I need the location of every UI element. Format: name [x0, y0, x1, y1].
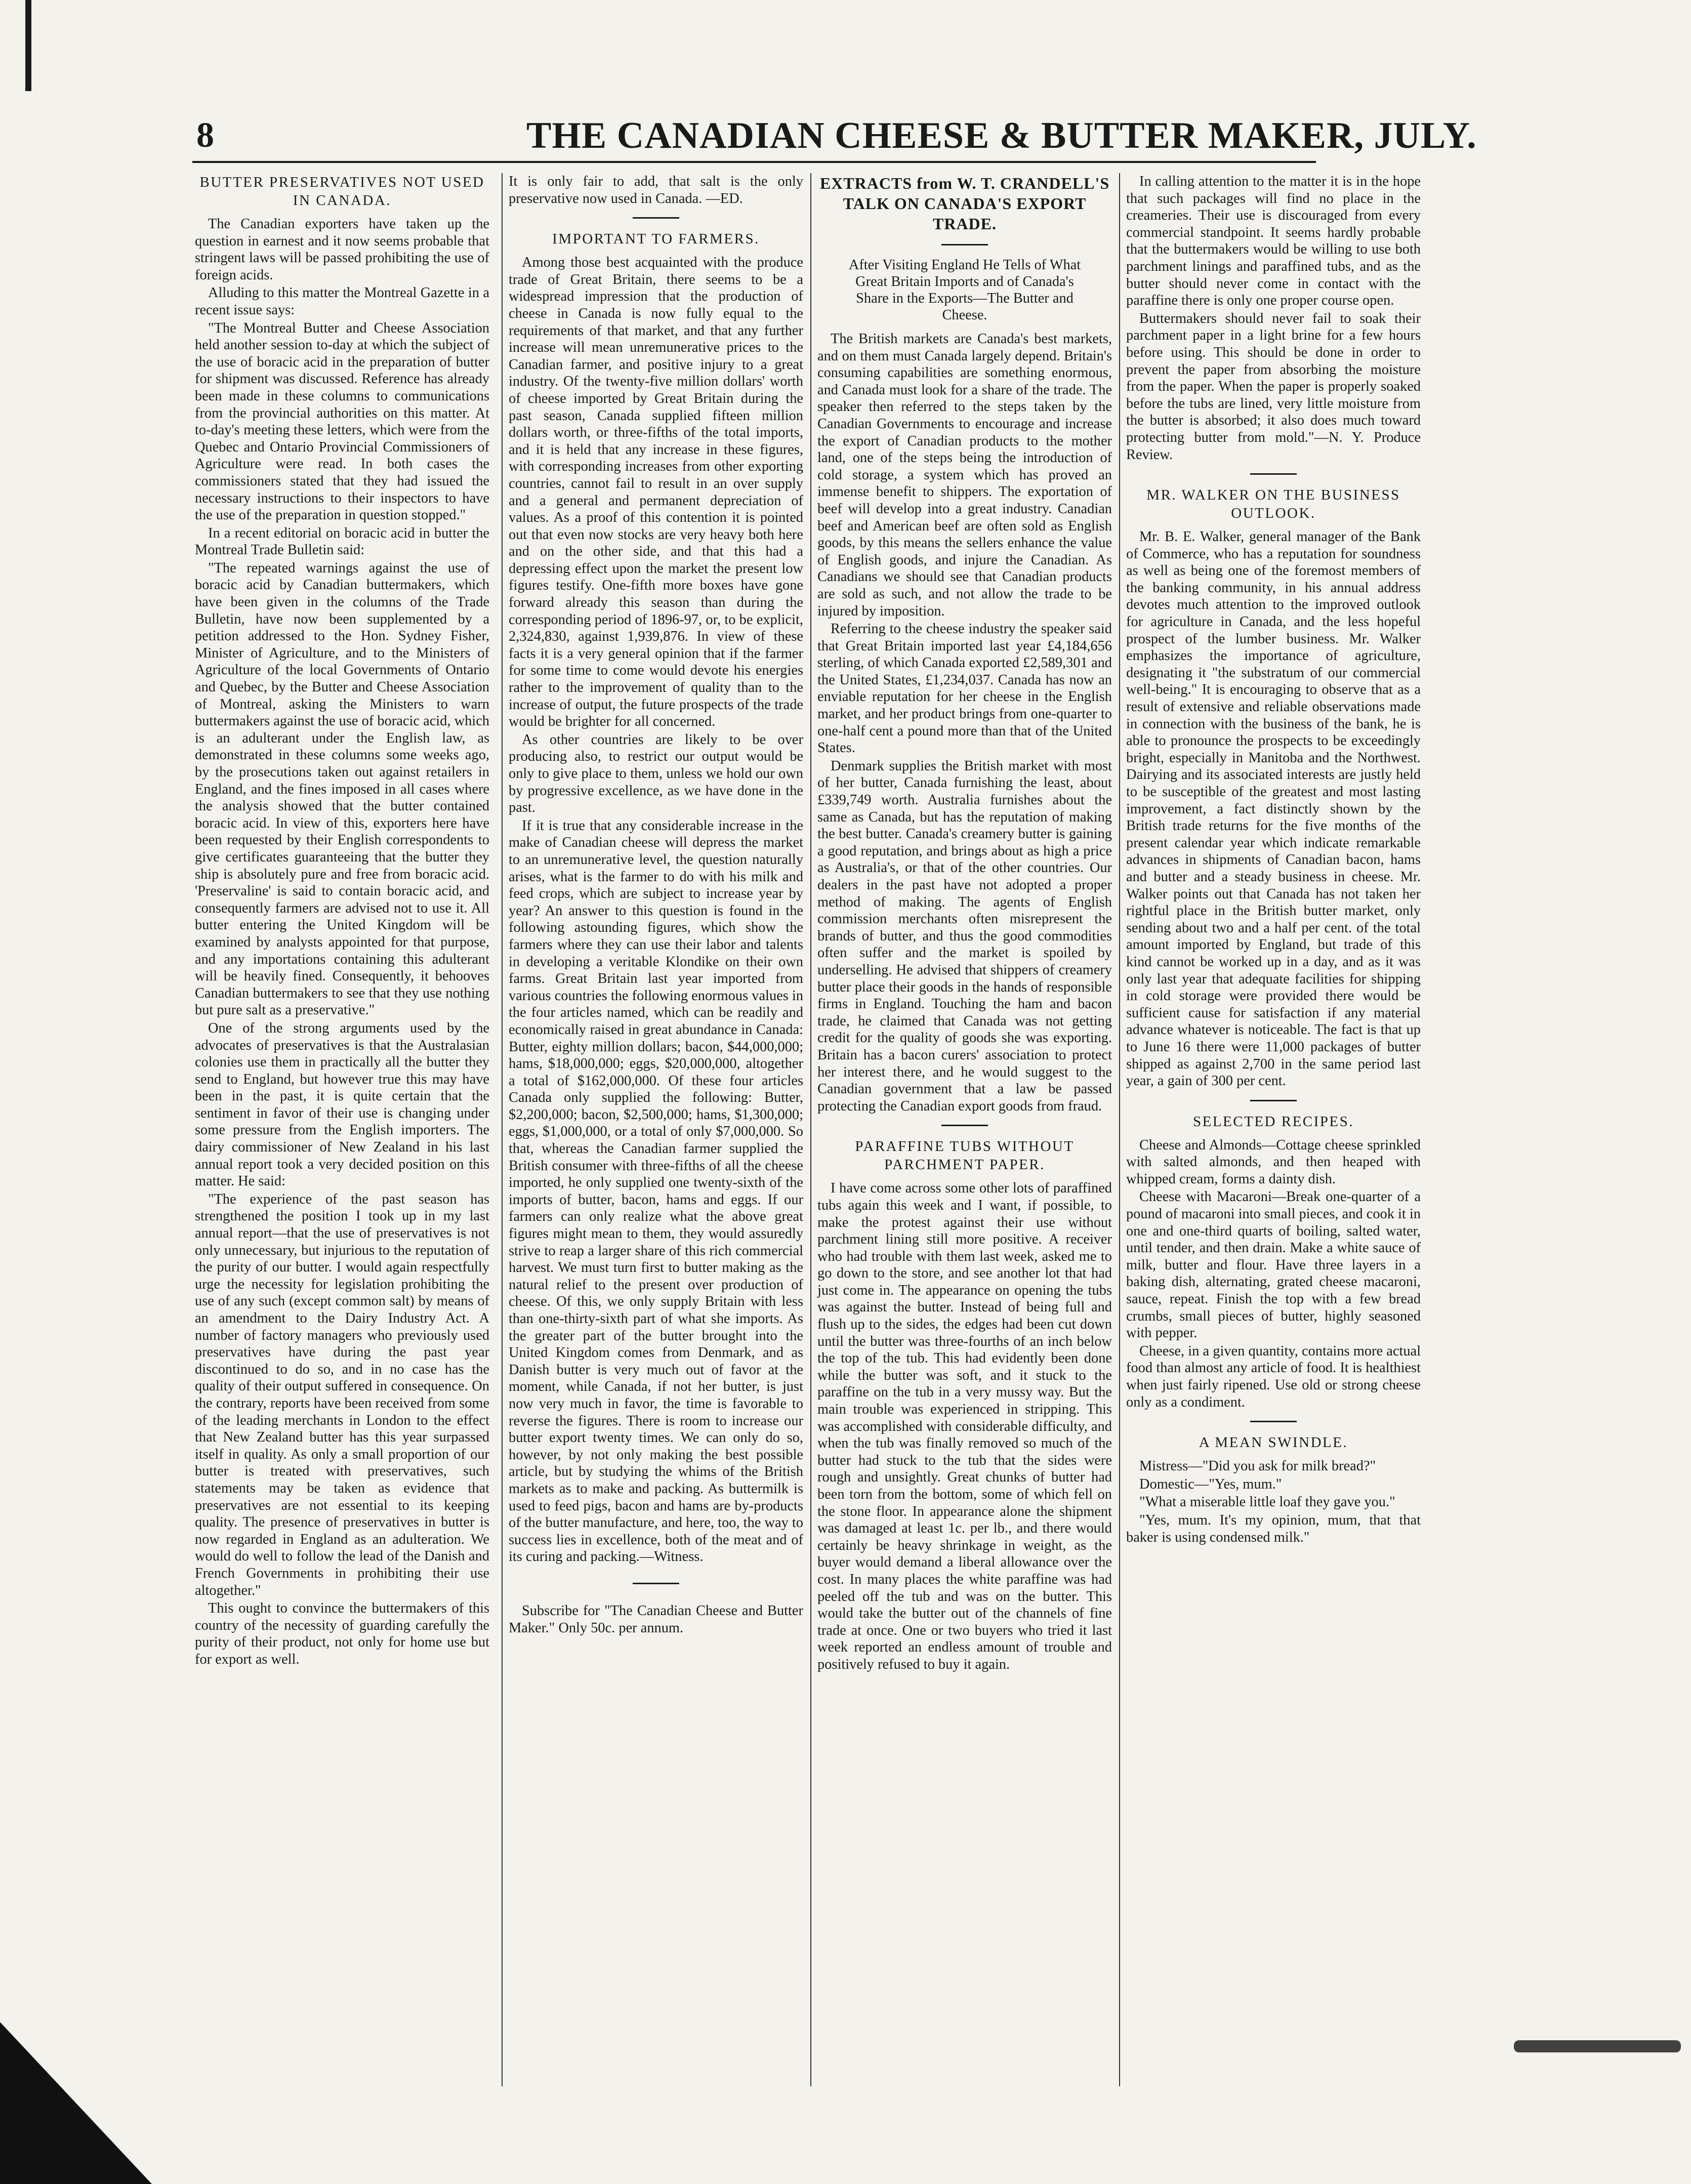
paragraph: Domestic—"Yes, mum.": [1139, 1476, 1282, 1492]
paragraph: As other countries are likely to be over producing also, to restrict our output would be only to give place to them, unless we hold our own by progressive excellence, as we have done in the past.: [509, 731, 803, 816]
header-rule: [192, 161, 1316, 163]
section-divider: [941, 1125, 988, 1126]
paragraph: In a recent editorial on boracic acid in butter the Montreal Trade Bulletin said:: [195, 525, 489, 558]
paragraph: Alluding to this matter the Montreal Gazette in a recent issue says:: [195, 285, 489, 318]
paragraph: "The Montreal Butter and Cheese Association held another session to-day at which the subject of the use of boracic acid in the preparation of butter for shipment was discussed. Reference has already been made in these columns to communications from the provincial authorities on this matter. At to-day's meeting these letters, which were from the Quebec and Ontario Provincial Commissioners of Agriculture were read. In both cases the commissioners stated that they had issued the necessary instructions to their inspectors to have the use of the preparation in question stopped.": [195, 320, 489, 523]
paragraph: Buttermakers should never fail to soak their parchment paper in a light brine for a few hours before using. This should be done in order to prevent the paper from absorbing the moisture from the paper. When the paper is properly soaked before the tubs are lined, very little moisture from the butter is absorbed; it also does much toward protecting butter from mold."—N. Y. Produce Review.: [1126, 310, 1421, 463]
section-divider: [633, 1583, 679, 1584]
paragraph: Cheese with Macaroni—Break one-quarter of a pound of macaroni into small pieces, and cook it in one and one-third quarts of boiling, salted water, until tender, and then drain. Make a white sauce of milk, butter and flour. Have three layers in a baking dish, alternating, grated cheese macaroni, sauce, repeat. Finish the top with a few bread crumbs, small pieces of butter, highly seasoned with pepper.: [1126, 1189, 1421, 1341]
article-title: SELECTED RECIPES.: [1192, 1113, 1354, 1130]
column-3: [817, 173, 1112, 1674]
paragraph: "The experience of the past season has strengthened the position I took up in my last annual report—that the use of preservatives is not only unnecessary, but injurious to the reputation of the purity of our butter. I would again respectfully urge the necessity for legislation prohibiting the use of any such (except common salt) by means of an amendment to the Dairy Industry Act. A number of factory managers who previously used preservatives have during the past year discontinued to do so, and in no case has the quality of their output suffered in consequence. On the contrary, reports have been received from some of the leading merchants in London to the effect that New Zealand butter has this year surpassed itself in quality. As only a small proportion of our butter is treated with preservatives, such statements may be taken as evidence that preservatives are not essential to its keeping quality. The presence of preservatives in butter is now regarded in England as an adulteration. We would do well to follow the lead of the Danish and French Governments in prohibiting their use altogether.": [195, 1191, 489, 1598]
paragraph: Mistress—"Did you ask for milk bread?": [1139, 1458, 1376, 1474]
section-divider: [941, 244, 988, 245]
column-1: [195, 173, 489, 1669]
paragraph: "What a miserable little loaf they gave you.": [1139, 1494, 1395, 1510]
section-divider: [1250, 473, 1297, 475]
column-4: [1126, 173, 1421, 1547]
subscribe-notice: Subscribe for "The Canadian Cheese and Butter Maker." Only 50c. per annum.: [509, 1602, 803, 1636]
section-divider: [1250, 1421, 1297, 1422]
column-rule: [1119, 173, 1120, 2086]
page-number: 8: [196, 116, 214, 155]
article-title: BUTTER PRESERVATIVES NOT USED IN CANADA.: [199, 174, 485, 209]
paragraph: Cheese, in a given quantity, contains more actual food than almost any article of food. It is healthiest when just fairly ripened. Use old or strong cheese only as a condiment.: [1126, 1343, 1421, 1410]
paragraph: Cheese and Almonds—Cottage cheese sprinkled with salted almonds, and then heaped with whipped cream, forms a dainty dish.: [1126, 1137, 1421, 1187]
article-title: PARAFFINE TUBS WITHOUT PARCHMENT PAPER.: [855, 1138, 1075, 1173]
article-title: MR. WALKER ON THE BUSINESS OUTLOOK.: [1146, 487, 1400, 522]
column-2: [509, 173, 803, 1637]
section-divider: [1250, 1100, 1297, 1101]
paragraph: If it is true that any considerable increase in the make of Canadian cheese will depress the market to an unremunerative level, the question naturally arises, what is the farmer to do with his milk and feed crops, which are subject to increase year by year? An answer to this question is found in the following astounding figures, which show the farmers where they can use their labor and talents in developing a veritable Klondike on their own farms. Great Britain last year imported from various countries the following enormous values in the four articles named, which can be readily and economically raised in great abundance in Canada: Butter, eighty million dollars; bacon, $44,000,000; hams, $18,000,000; eggs, $20,000,000, altogether a total of $162,000,000. Of these four articles Canada only supplied the following: Butter, $2,200,000; bacon, $2,500,000; hams, $1,300,000; eggs, $1,000,000, or a total of only $7,000,000. So that, whereas the Canadian farmer supplied the British consumer with three-fifths of all the cheese imported, he only supplied one twenty-sixth of the imports of butter, bacon, hams and eggs. If our farmers can only realize what the above great figures might mean to them, they would assuredly strive to reap a larger share of this rich commercial harvest. We must turn first to butter making as the natural relief to the present over production of cheese. Of this, we only supply Britain with less than one-thirty-sixth part of what she imports. As the greater part of the butter brought into the United Kingdom comes from Denmark, and as Danish butter is very much out of favor at the moment, while Canada, if not her butter, is just now very much in favor, the time is favorable to reverse the figures. There is room to increase our butter export twenty times. We can only do so, however, by not only making the best possible article, but by studying the whims of the British markets as to make and packing. As buttermilk is used to feed pigs, bacon and hams are by-products of the butter manufacture, and here, too, the way to success lies in excellence, both of the meat and of its curing and packing.—Witness.: [509, 817, 803, 1565]
paragraph: I have come across some other lots of paraffined tubs again this week and I want, if possible, to make the protest against their use without parchment lining still more positive. A receiver who had trouble with them last week, asked me to go down to the store, and see another lot that had just come in. The appearance on opening the tubs was against the butter. Instead of being full and flush up to the sides, the edges had been cut down until the butter was three-fourths of an inch below the top of the tub. This had evidently been done while the butter was soft, and it stuck to the paraffine on the tub in a very mussy way. But the main trouble was experienced in stripping. This was accomplished with considerable difficulty, and when the tub was finally removed so much of the butter had stuck to the tub that the sides were rough and unsightly. Great chunks of butter had been torn from the bottom, some of which fell on the stone floor. In appearance alone the shipment was damaged at least 1c. per lb., and there would certainly be heavy shrinkage in weight, as the buyer would demand a liberal allowance over the cost. In many places the white paraffine was had peeled off the tub and was on the butter. This would take the butter out of the channels of fine trade at once. One or two buyers who tried it last week reported an endless amount of trouble and positively refused to buy it again.: [817, 1180, 1112, 1672]
section-divider: [633, 217, 679, 219]
scan-corner-shadow: [0, 2022, 152, 2184]
paragraph: This ought to convince the buttermakers of this country of the necessity of guarding carefully the purity of their product, not only for home use but for export as well.: [195, 1600, 489, 1667]
paragraph: Among those best acquainted with the produce trade of Great Britain, there seems to be a widespread impression that the production of cheese in Canada is now fully equal to the requirements of that market, and that any further increase will mean unremunerative prices to the Canadian farmer, and positive injury to a great industry. Of the twenty-five million dollars' worth of cheese imported by Great Britain during the past season, Canada supplied fifteen million dollars worth, or three-fifths of the total imports, and it is held that any increase in these figures, with corresponding increases from other exporting countries, cannot fail to result in an over supply and a general and permanent depreciation of values. As a proof of this contention it is pointed out that even now stocks are very heavy both here and on the other side, and that this had a depressing effect upon the market the present low figures testify. One-fifth more boxes have gone forward already this season than during the corresponding period of 1896-97, or, to be explicit, 2,324,830, against 1,939,876. In view of these facts it is a very general opinion that if the farmer for some time to come would devote his energies rather to the improvement of quality than to the increase of output, the future prospects of the trade would be brighter for all concerned.: [509, 255, 803, 730]
scan-edge-mark: [25, 0, 31, 91]
paragraph: Mr. B. E. Walker, general manager of the Bank of Commerce, who has a reputation for soundness as well as being one of the foremost members of the banking community, in his annual address devotes much attention to the improved outlook for agriculture in Canada, and the less hopeful prospect of the lumber business. Mr. Walker emphasizes the importance of agriculture, designating it "the substratum of our commercial well-being." It is encouraging to observe that as a result of extensive and reliable observations made in connection with the business of the bank, he is able to pronounce the prospects to be exceedingly bright, especially in Manitoba and the Northwest. Dairying and its associated interests are justly held to be susceptible of the greatest and most lasting improvement, a fact distinctly shown by the British trade returns for the five months of the present calendar year which indicate remarkable advances in shipments of Canadian bacon, hams and butter and a steady business in cheese. Mr. Walker points out that Canada has not taken her rightful place in the British butter market, only sending about two and a half per cent. of the total amount imported by England, but trade of this kind cannot be worked up in a day, and as it was only last year that adequate facilities for shipping in cold storage were provided there would be sufficient cause for satisfaction if any material advance whatever is noticeable. The fact is that up to June 16 there were 11,000 packages of butter shipped as against 2,700 in the same period last year, a gain of 300 per cent.: [1126, 529, 1421, 1089]
paragraph: Denmark supplies the British market with most of her butter, Canada furnishing the least, about £339,749 worth. Australia furnishes about the same as Canada, but has the reputation of making the best butter. Canada's creamery butter is gaining a good reputation, and brings about as high a price as Australia's, or that of the other countries. Our dealers in the past have not adopted a proper method of making. The agents of English commission merchants often misrepresent the brands of butter, and thus the good commodities often suffer and the market is spoiled by underselling. He advised that shippers of creamery butter place their goods in the hands of responsible firms in England. Touching the ham and bacon trade, he claimed that Canada was not getting credit for the quality of goods she was exporting. Britain has a bacon curers' association to protect her interest there, and he would suggest to the Canadian government that a law be passed protecting the Canadian export goods from fraud.: [817, 758, 1112, 1114]
paragraph: Referring to the cheese industry the speaker said that Great Britain imported last year £4,184,656 sterling, of which Canada exported £2,589,301 and the United States, £1,234,037. Canada has now an enviable reputation for her cheese in the English market, and her product brings from one-quarter to one-half cent a pound more than that of the United States.: [817, 621, 1112, 756]
paragraph: The British markets are Canada's best markets, and on them must Canada largely depend. Britain's consuming capabilities are something enormous, and Canada must look for a share of the trade. The speaker then referred to the steps taken by the Canadian Governments to encourage and increase the export of Canadian products to the mother land, one of the steps being the introduction of cold storage, a system which has proved an immense benefit to shippers. The exportation of beef will develop into a great industry. Canadian beef and American beef are often sold as English goods, by this means the sellers enhance the value of English goods, and injure the Canadian. As Canadians we should see that Canadian products are sold as such, and not allow the trade to be injured by imposition.: [817, 331, 1112, 619]
paragraph: One of the strong arguments used by the advocates of preservatives is that the Australasian colonies use them in practically all the butter they send to England, but however true this may have been in the past, it is quite certain that the sentiment in favor of their use is changing under some pressure from the English importers. The dairy commissioner of New Zealand in his last annual report took a very decided position on this matter. He said:: [195, 1020, 489, 1189]
paragraph: In calling attention to the matter it is in the hope that such packages will find no place in the creameries. Their use is discouraged from every commercial standpoint. It seems hardly probable that the buttermakers would be willing to use both parchment linings and paraffined tubs, and as the butter should never come in contact with the paraffine there is only one proper course open.: [1126, 174, 1421, 309]
article-title: IMPORTANT TO FARMERS.: [552, 231, 760, 248]
column-rule: [810, 173, 811, 2086]
article-title: EXTRACTS from W. T. CRANDELL'S TALK ON CANADA'S EXPORT TRADE.: [819, 174, 1110, 233]
paragraph: "The repeated warnings against the use of boracic acid by Canadian buttermakers, which have been given in the columns of the Trade Bulletin, have now been supplemented by a petition addressed to the Hon. Sydney Fisher, Minister of Agriculture, and to the Ministers of Agriculture of the local Governments of Ontario and Quebec, by the Butter and Cheese Association of Montreal, asking the Ministers to warn buttermakers against the use of boracic acid, which is an adulterant under the English law, as demonstrated in these columns some weeks ago, by the prosecutions taken out against retailers in England, and the fines imposed in all cases where the analysis showed that the butter contained boracic acid. In view of this, exporters here have been requested by their English correspondents to give certificates guaranteeing that the butter they ship is absolutely pure and free from boracic acid. 'Preservaline' is said to contain boracic acid, and consequently farmers are advised not to use it. All butter entering the United Kingdom will be examined by analysts appointed for that purpose, and any importations containing this adulterant will be heavily fined. Consequently, it behooves Canadian buttermakers to see that they use nothing but pure salt as a preservative.": [195, 560, 489, 1018]
masthead-title: THE CANADIAN CHEESE & BUTTER MAKER, JULY.: [526, 115, 1477, 156]
paragraph: It is only fair to add, that salt is the only preservative now used in Canada. —ED.: [509, 174, 803, 207]
article-title: A MEAN SWINDLE.: [1199, 1434, 1348, 1451]
paragraph: "Yes, mum. It's my opinion, mum, that that baker is using condensed milk.": [1126, 1512, 1421, 1545]
paragraph: The Canadian exporters have taken up the question in earnest and it now seems probable that stringent laws will be passed prohibiting the use of foreign acids.: [195, 216, 489, 283]
scan-smudge: [1514, 2040, 1681, 2052]
column-rule: [502, 173, 503, 2086]
article-subtitle: After Visiting England He Tells of What Great Britain Imports and of Canada's Share in the Exports—The Butter and Cheese.: [848, 257, 1081, 323]
